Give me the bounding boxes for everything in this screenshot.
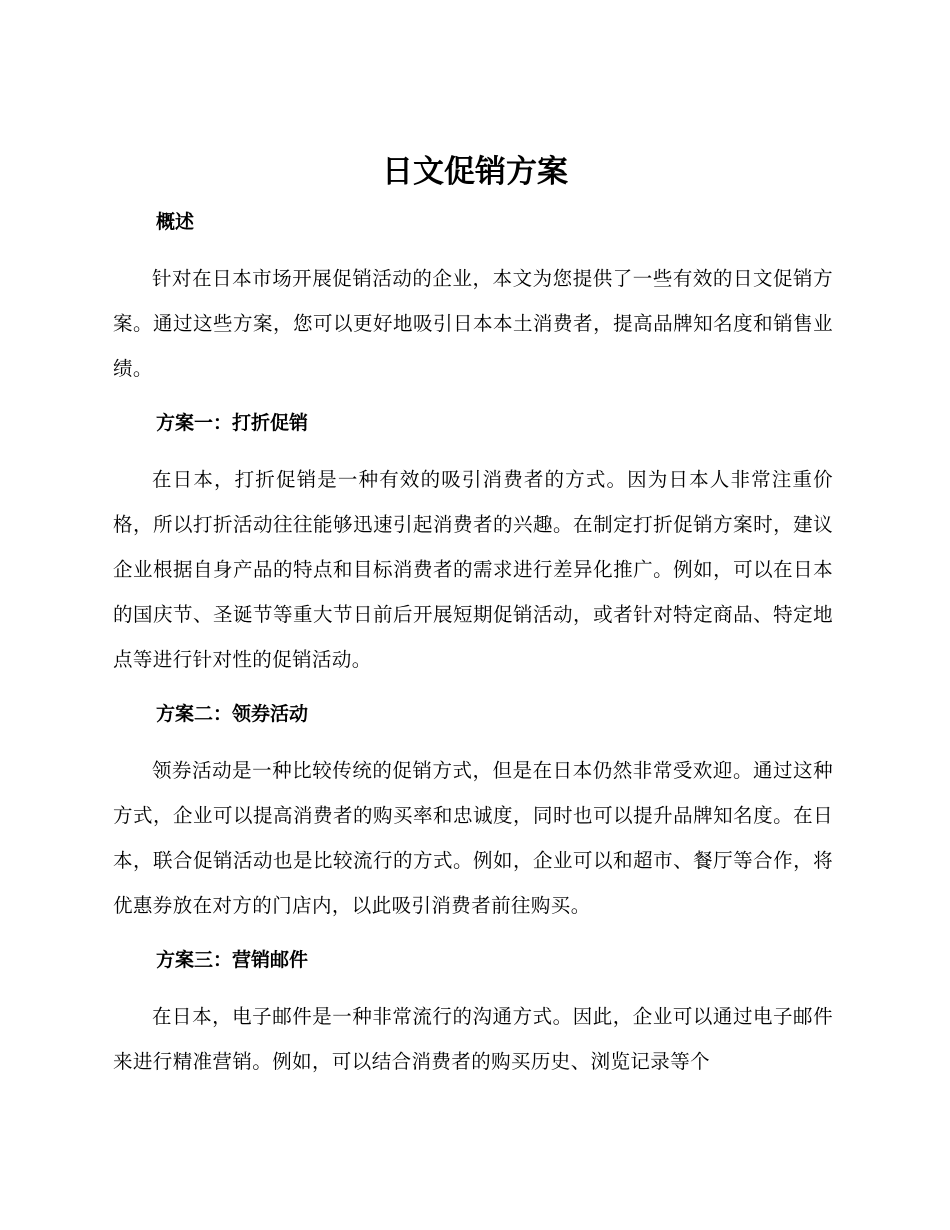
section-paragraph: 在日本，电子邮件是一种非常流行的沟通方式。因此，企业可以通过电子邮件来进行精准营销。例如，可以结合消费者的购买历史、浏览记录等个 [113, 1005, 833, 1073]
section-heading: 方案二：领券活动 [156, 703, 309, 725]
section-heading: 概述 [156, 211, 195, 233]
section-overview [113, 202, 833, 391]
document-body [113, 202, 833, 1096]
section-paragraph: 针对在日本市场开展促销活动的企业，本文为您提供了一些有效的日文促销方案。通过这些方案，您可以更好地吸引日本本土消费者，提高品牌知名度和销售业绩。 [113, 267, 833, 380]
section-heading: 方案三：营销邮件 [156, 949, 309, 971]
section-heading: 方案一：打折促销 [156, 412, 309, 434]
section-paragraph: 领券活动是一种比较传统的促销方式，但是在日本仍然非常受欢迎。通过这种方式，企业可以提高消费者的购买率和忠诚度，同时也可以提升品牌知名度。在日本，联合促销活动也是比较流行的方式。例如，企业可以和超市、餐厅等合作，将优惠券放在对方的门店内，以此吸引消费者前往购买。 [113, 759, 833, 917]
section-paragraph: 在日本，打折促销是一种有效的吸引消费者的方式。因为日本人非常注重价格，所以打折活动往往能够迅速引起消费者的兴趣。在制定打折促销方案时，建议企业根据自身产品的特点和目标消费者的需求进行差异化推广。例如，可以在日本的国庆节、圣诞节等重大节日前后开展短期促销活动，或者针对特定商品、特定地点等进行针对性的促销活动。 [113, 468, 833, 671]
section-plan-three [113, 940, 833, 1084]
section-plan-one [113, 403, 833, 682]
section-plan-two [113, 694, 833, 928]
document-title: 日文促销方案 [382, 154, 568, 190]
